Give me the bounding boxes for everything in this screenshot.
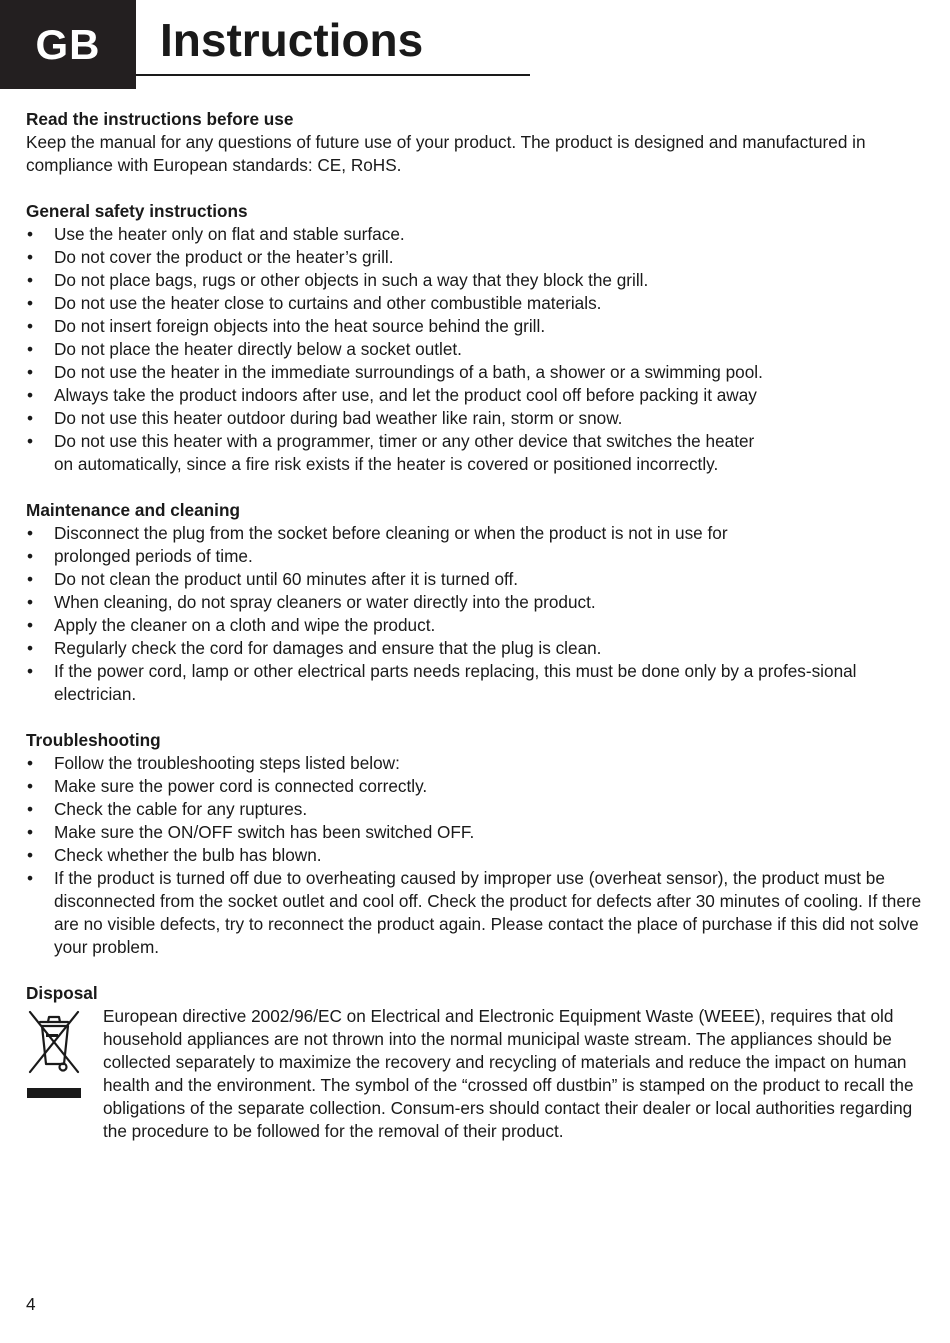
section-troubleshooting	[26, 729, 926, 959]
list-item: • Always take the product indoors after use, and let the product cool off before packing it away	[26, 384, 926, 407]
list-item: • Do not insert foreign objects into the heat source behind the grill.	[26, 315, 926, 338]
maintenance-list	[26, 522, 926, 706]
list-item: • Check whether the bulb has blown.	[26, 844, 926, 867]
section-heading: General safety instructions	[26, 201, 248, 221]
section-heading: Disposal	[26, 983, 98, 1003]
list-item: • Make sure the power cord is connected correctly.	[26, 775, 926, 798]
list-item: • When cleaning, do not spray cleaners or water directly into the product.	[26, 591, 926, 614]
section-disposal	[26, 982, 926, 1143]
section-heading: Troubleshooting	[26, 730, 161, 750]
list-item: • Do not use this heater with a programmer, timer or any other device that switches the heater on automatically, since a fire risk exists if the heater is covered or positioned incorrectly.	[26, 430, 926, 476]
list-item: • Use the heater only on flat and stable surface.	[26, 223, 926, 246]
list-item: • Make sure the ON/OFF switch has been switched OFF.	[26, 821, 926, 844]
section-general-safety	[26, 200, 926, 476]
list-item: • If the power cord, lamp or other electrical parts needs replacing, this must be done only by a profes-sional electrician.	[26, 660, 926, 706]
list-item: • Do not cover the product or the heater’s grill.	[26, 246, 926, 269]
page-number: 4	[26, 1294, 36, 1314]
page-title: Instructions	[160, 14, 424, 66]
section-heading: Maintenance and cleaning	[26, 500, 240, 520]
section-heading: Read the instructions before use	[26, 109, 294, 129]
list-item: • If the product is turned off due to overheating caused by improper use (overheat sensor), the product must be disconnected from the socket outlet and cool off. Check the product for defects after 30 minutes of cooling. If there are no visible defects, try to reconnect the product again. Please contact the place of purchase if this did not solve your problem.	[26, 867, 926, 959]
list-item: • Do not place the heater directly below a socket outlet.	[26, 338, 926, 361]
list-item: • Regularly check the cord for damages and ensure that the plug is clean.	[26, 637, 926, 660]
list-item: • Do not use the heater in the immediate surroundings of a bath, a shower or a swimming pool.	[26, 361, 926, 384]
list-item: • Do not use the heater close to curtains and other combustible materials.	[26, 292, 926, 315]
disposal-paragraph: European directive 2002/96/EC on Electrical and Electronic Equipment Waste (WEEE), requires that old household appliances are not thrown into the normal municipal waste stream. The appliances should be collected separately to maximize the recovery and recycling of materials and reduce the impact on human health and the environment. The symbol of the “crossed off dustbin” is stamped on the product to recall the obligations of the separate collection. Consum-ers should contact their dealer or local authorities regarding the procedure to be followed for the removal of their product.	[103, 1006, 914, 1141]
language-badge: GB	[0, 0, 136, 89]
troubleshooting-list	[26, 752, 926, 959]
crossed-out-wheelie-bin-icon	[26, 1008, 82, 1098]
list-item: • Do not use this heater outdoor during bad weather like rain, storm or snow.	[26, 407, 926, 430]
section-maintenance	[26, 499, 926, 706]
section-read-instructions	[26, 108, 926, 177]
list-item: • Follow the troubleshooting steps listed below:	[26, 752, 926, 775]
list-item: • Disconnect the plug from the socket before cleaning or when the product is not in use for	[26, 522, 926, 545]
title-underline	[136, 74, 530, 76]
list-item: • Apply the cleaner on a cloth and wipe the product.	[26, 614, 926, 637]
list-item: • prolonged periods of time.	[26, 545, 926, 568]
section-paragraph: Keep the manual for any questions of future use of your product. The product is designed and manufactured in compliance with European standards: CE, RoHS.	[26, 132, 866, 175]
document-body	[26, 108, 926, 1166]
safety-list	[26, 223, 926, 476]
list-item: • Do not clean the product until 60 minutes after it is turned off.	[26, 568, 926, 591]
list-item: • Do not place bags, rugs or other objects in such a way that they block the grill.	[26, 269, 926, 292]
disposal-body	[26, 1005, 926, 1143]
list-item: • Check the cable for any ruptures.	[26, 798, 926, 821]
